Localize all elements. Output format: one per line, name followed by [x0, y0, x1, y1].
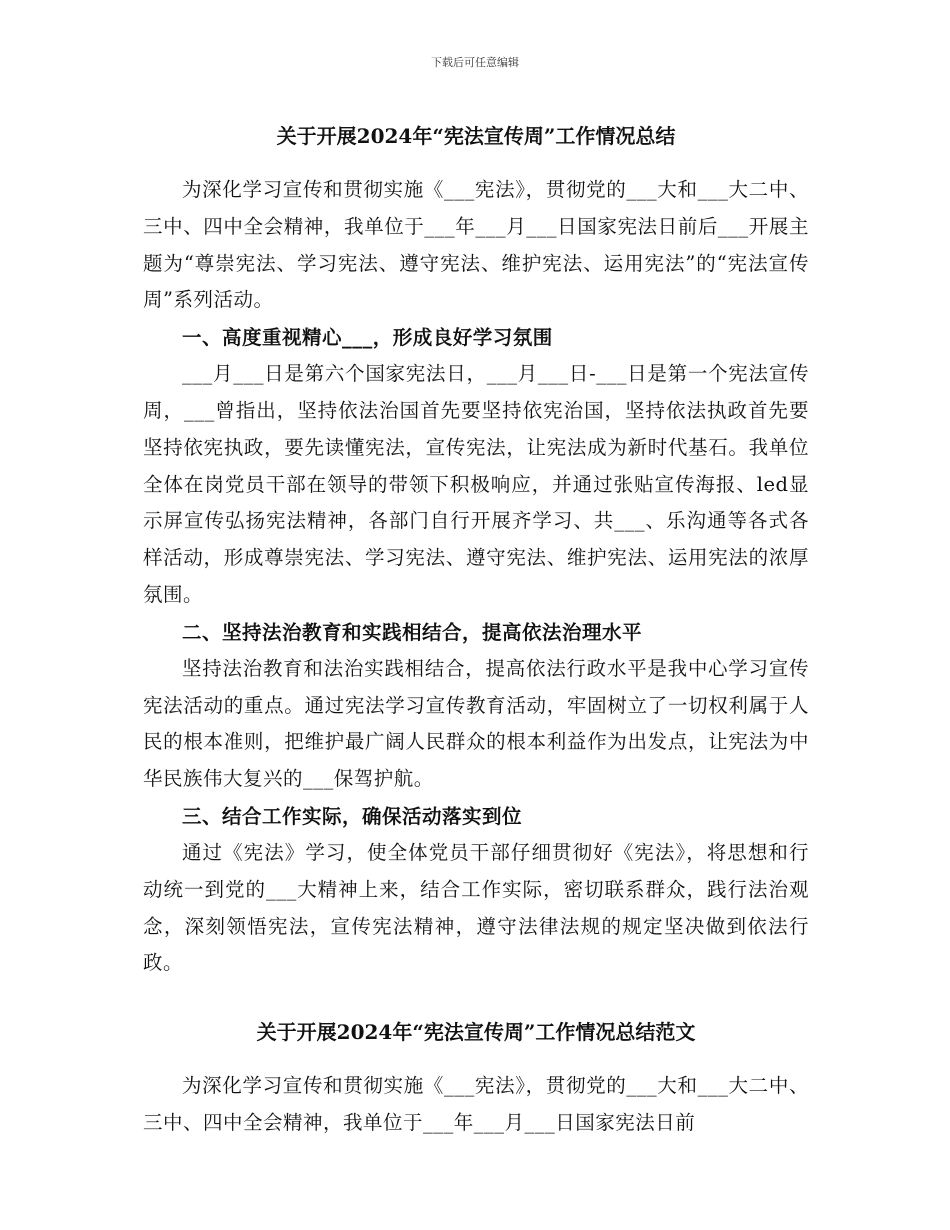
- document-body: [143, 116, 809, 1142]
- second-document-title: 关于开展2024年“宪法宣传周”工作情况总结范文: [256, 1020, 696, 1045]
- section-heading-3: 三、结合工作实际，确保活动落实到位: [182, 804, 523, 828]
- section-body-1: ___月___日是第六个国家宪法日，___月___日-___日是第一个宪法宣传周，___曾指出，坚持依法治国首先要坚持依宪治国，坚持依法执政首先要坚持依宪执政，要先读懂宪法，宣传宪法，让宪法成为新时代基石。我单位全体在岗党员干部在领导的带领下积极响应，并通过张贴宣传海报、led显示屏宣传弘扬宪法精神，各部门自行开展齐学习、共___、乐沟通等各式各样活动，形成尊崇宪法、学习宪法、遵守宪法、维护宪法、运用宪法的浓厚氛围。: [143, 362, 809, 606]
- section-heading-1: 一、高度重视精心___，形成良好学习氛围: [182, 326, 553, 350]
- intro-paragraph: 为深化学习宣传和贯彻实施《___宪法》，贯彻党的___大和___大二中、三中、四中全会精神，我单位于___年___月___日国家宪法日前后___开展主题为“尊崇宪法、学习宪法、遵守宪法、维护宪法、运用宪法”的“宪法宣传周”系列活动。: [143, 178, 809, 312]
- document-title: 关于开展2024年“宪法宣传周”工作情况总结: [276, 124, 676, 148]
- header-note: 下载后可任意编辑: [431, 56, 519, 69]
- section-body-3: 通过《宪法》学习，使全体党员干部仔细贯彻好《宪法》，将思想和行动统一到党的___大精神上来，结合工作实际，密切联系群众，践行法治观念，深刻领悟宪法，宣传宪法精神，遵守法律法规的规定坚决做到依法行政。: [143, 840, 809, 975]
- section-body-2: 坚持法治教育和法治实践相结合，提高依法行政水平是我中心学习宣传宪法活动的重点。通过宪法学习宣传教育活动，牢固树立了一切权利属于人民的根本准则，把维护最广阔人民群众的根本利益作为出发点，让宪法为中华民族伟大复兴的___保驾护航。: [143, 656, 809, 791]
- section-heading-2: 二、坚持法治教育和实践相结合，提高依法治理水平: [182, 620, 643, 644]
- second-intro-paragraph: 为深化学习宣传和贯彻实施《___宪法》，贯彻党的___大和___大二中、三中、四中全会精神，我单位于___年___月___日国家宪法日前: [143, 1074, 809, 1134]
